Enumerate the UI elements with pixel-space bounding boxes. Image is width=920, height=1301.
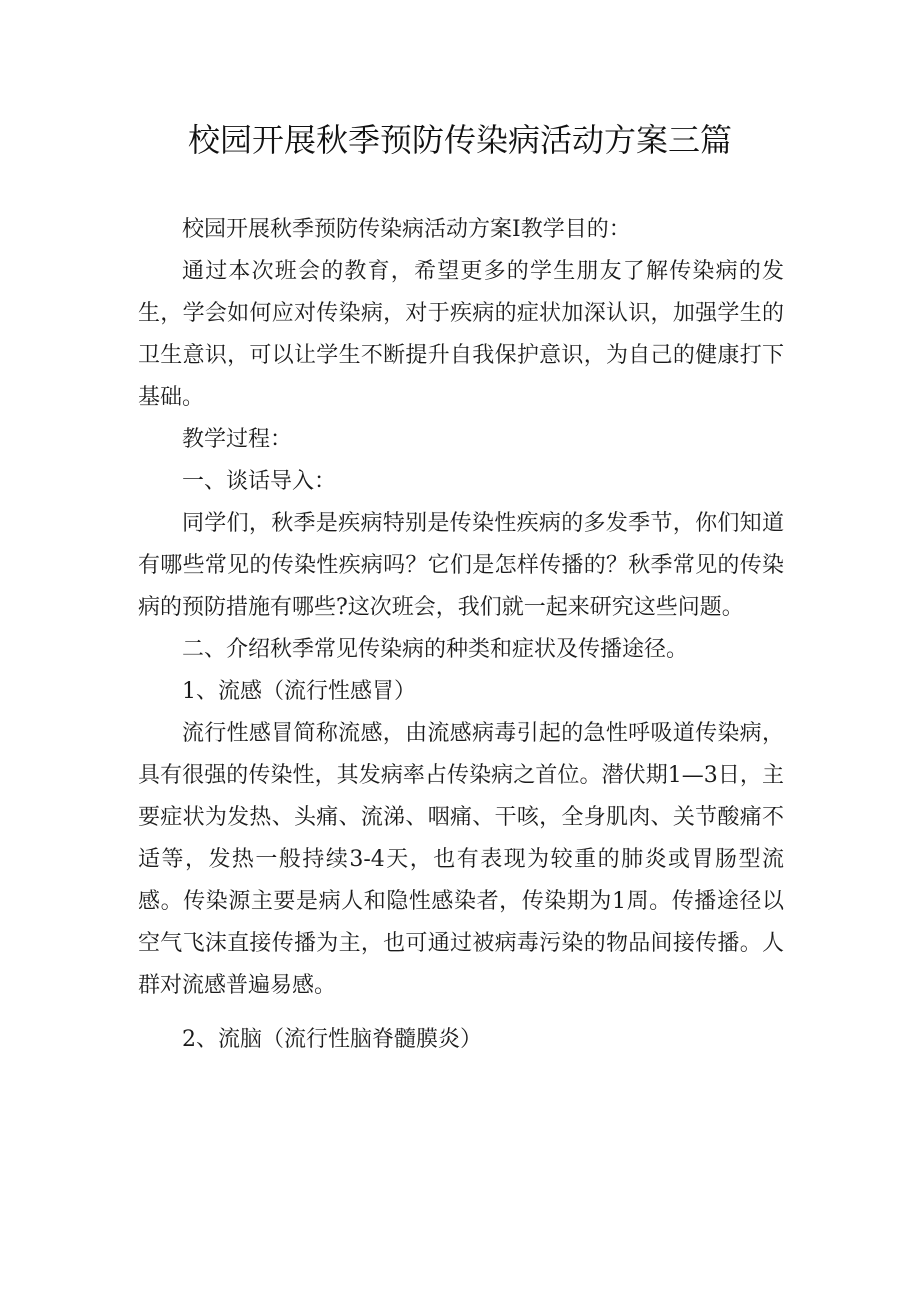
document-title: 校园开展秋季预防传染病活动方案三篇 — [187, 121, 732, 159]
paragraph-intro: 校园开展秋季预防传染病活动方案Ⅰ教学目的： — [182, 217, 631, 242]
paragraph-flu-heading: 1、流感（流行性感冒） — [182, 679, 416, 704]
paragraph-meningitis-heading: 2、流脑（流行性脑脊髓膜炎） — [182, 1027, 482, 1052]
paragraph-introduction-talk: 同学们，秋季是疾病特别是传染性疾病的多发季节，你们知道有哪些常见的传染性疾病吗？它们是怎样传播的？秋季常见的传染病的预防措施有哪些?这次班会，我们就一起来研究这些问题。 — [138, 511, 784, 620]
paragraph-flu-description: 流行性感冒简称流感，由流感病毒引起的急性呼吸道传染病，具有很强的传染性，其发病率占传染病之首位。潜伏期1—3日，主要症状为发热、头痛、流涕、咽痛、干咳，全身肌肉、关节酸痛不适等，发热一般持续3-4天，也有表现为较重的肺炎或胃肠型流感。传染源主要是病人和隐性感染者，传染期为1周。传播途径以空气飞沫直接传播为主，也可通过被病毒污染的物品间接传播。人群对流感普遍易感。 — [138, 721, 784, 998]
paragraph-purpose: 通过本次班会的教育，希望更多的学生朋友了解传染病的发生，学会如何应对传染病，对于疾病的症状加深认识，加强学生的卫生意识，可以让学生不断提升自我保护意识，为自己的健康打下基础。 — [138, 259, 784, 410]
paragraph-process-heading: 教学过程： — [182, 427, 293, 452]
paragraph-section-two-heading: 二、介绍秋季常见传染病的种类和症状及传播途径。 — [182, 637, 689, 662]
paragraph-section-one-heading: 一、谈话导入： — [182, 469, 337, 494]
document-body — [138, 209, 784, 1061]
